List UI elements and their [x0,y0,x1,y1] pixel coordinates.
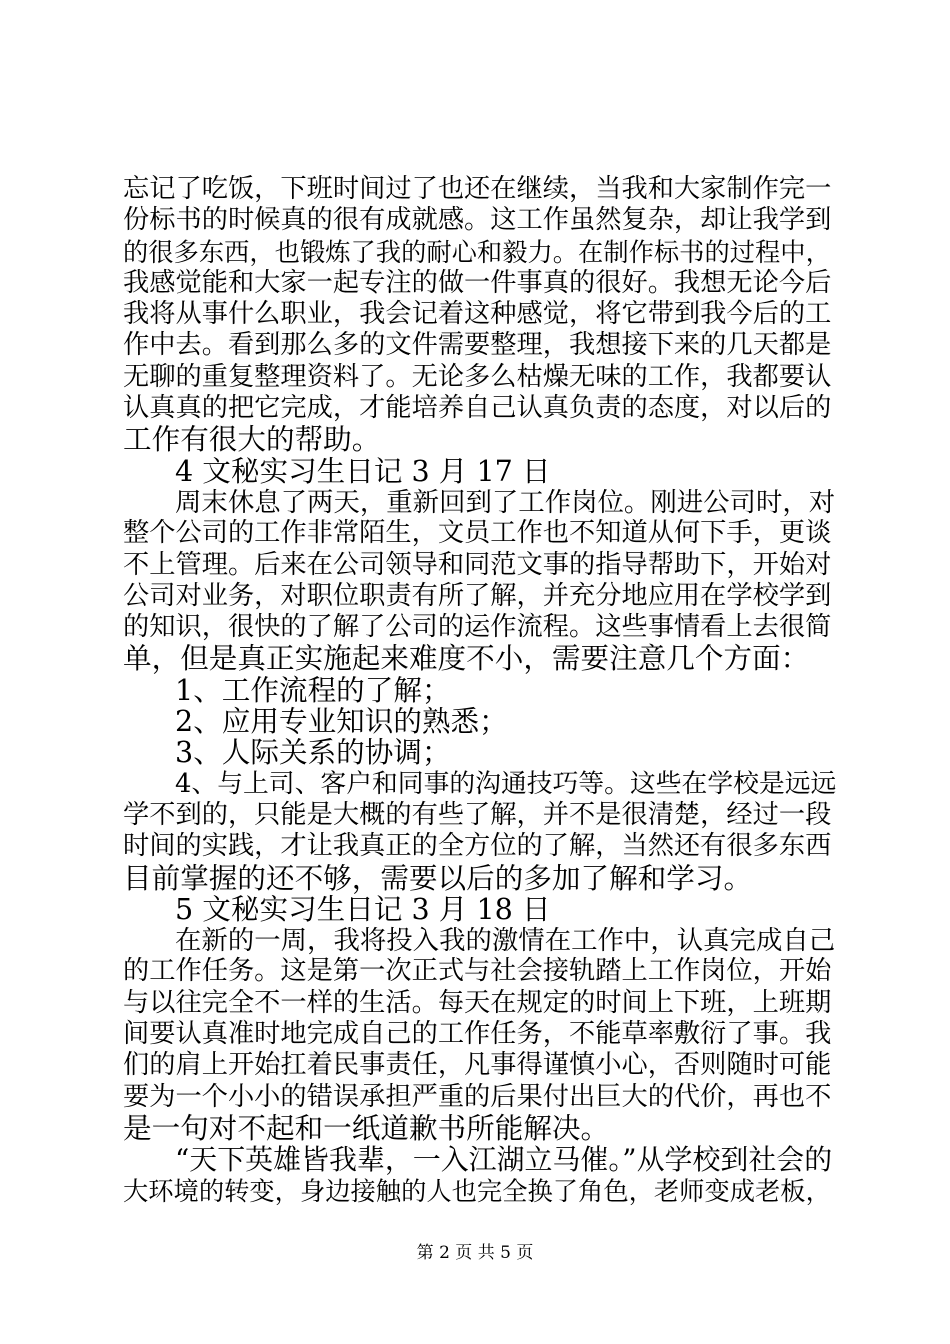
text-line: 的工作任务。这是第一次正式与社会接轨踏上工作岗位，开始 [123,956,832,987]
text-line: 作中去。看到那么多的文件需要整理，我想接下来的几天都是 [123,330,832,361]
text-line: 们的肩上开始扛着民事责任，凡事得谨慎小心，否则随时可能 [123,1050,832,1081]
text-line: 时间的实践，才让我真正的全方位的了解，当然还有很多东西 [123,831,832,862]
page-footer: 第 2 页 共 5 页 [416,1243,534,1263]
text-line: 工作有很大的帮助。 [123,422,381,457]
text-line: 无聊的重复整理资料了。无论多么枯燥无味的工作，我都要认 [123,361,832,392]
text-line: 不上管理。后来在公司领导和同范文事的指导帮助下，开始对 [123,549,832,580]
text-line: 我感觉能和大家一起专注的做一件事真的很好。我想无论今后 [123,267,832,298]
text-line: 单，但是真正实施起来难度不小，需要注意几个方面： [123,641,810,676]
text-line: 大环境的转变，身边接触的人也完全换了角色，老师变成老板， [123,1176,831,1206]
text-line: 认真真的把它完成，才能培养自己认真负责的态度，对以后的 [123,393,832,424]
text-line: 与以往完全不一样的生活。每天在规定的时间上下班，上班期 [123,987,832,1018]
text-line: 3、人际关系的协调； [175,735,451,770]
text-line: 4、与上司、客户和同事的沟通技巧等。这些在学校是远远 [175,768,837,799]
text-line: 4 文秘实习生日记 3 月 17 日 [175,453,551,488]
text-line: 是一句对不起和一纸道歉书所能解决。 [123,1110,610,1145]
document-body [123,174,835,1207]
text-line: 整个公司的工作非常陌生，文员工作也不知道从何下手，更谈 [123,518,832,549]
text-line: 公司对业务，对职位职责有所了解，并充分地应用在学校学到 [123,580,832,611]
text-line: 目前掌握的还不够，需要以后的多加了解和学习。 [123,860,753,895]
text-line: 的很多东西，也锻炼了我的耐心和毅力。在制作标书的过程中， [123,237,831,267]
text-line: 在新的一周，我将投入我的激情在工作中，认真完成自己 [175,925,836,957]
text-line: “天下英雄皆我辈，一入江湖立马催。”从学校到社会的 [175,1143,833,1177]
text-line: 2、应用专业知识的熟悉； [175,704,508,739]
text-line: 学不到的，只能是大概的有些了解，并不是很清楚，经过一段 [123,799,832,830]
text-line: 周末休息了两天，重新回到了工作岗位。刚进公司时，对 [175,486,836,518]
text-line: 要为一个小小的错误承担严重的后果付出巨大的代价，再也不 [123,1081,832,1112]
text-line: 的知识，很快的了解了公司的运作流程。这些事情看上去很简 [123,612,832,643]
text-line: 5 文秘实习生日记 3 月 18 日 [175,891,551,926]
text-line: 份标书的时候真的很有成就感。这工作虽然复杂，却让我学到 [123,205,832,236]
text-line: 我将从事什么职业，我会记着这种感觉，将它带到我今后的工 [123,299,832,330]
text-line: 间要认真准时地完成自己的工作任务，不能草率敷衍了事。我 [123,1019,832,1050]
text-line: 1、工作流程的了解； [175,672,451,707]
text-line: 忘记了吃饭，下班时间过了也还在继续，当我和大家制作完一 [123,174,832,204]
